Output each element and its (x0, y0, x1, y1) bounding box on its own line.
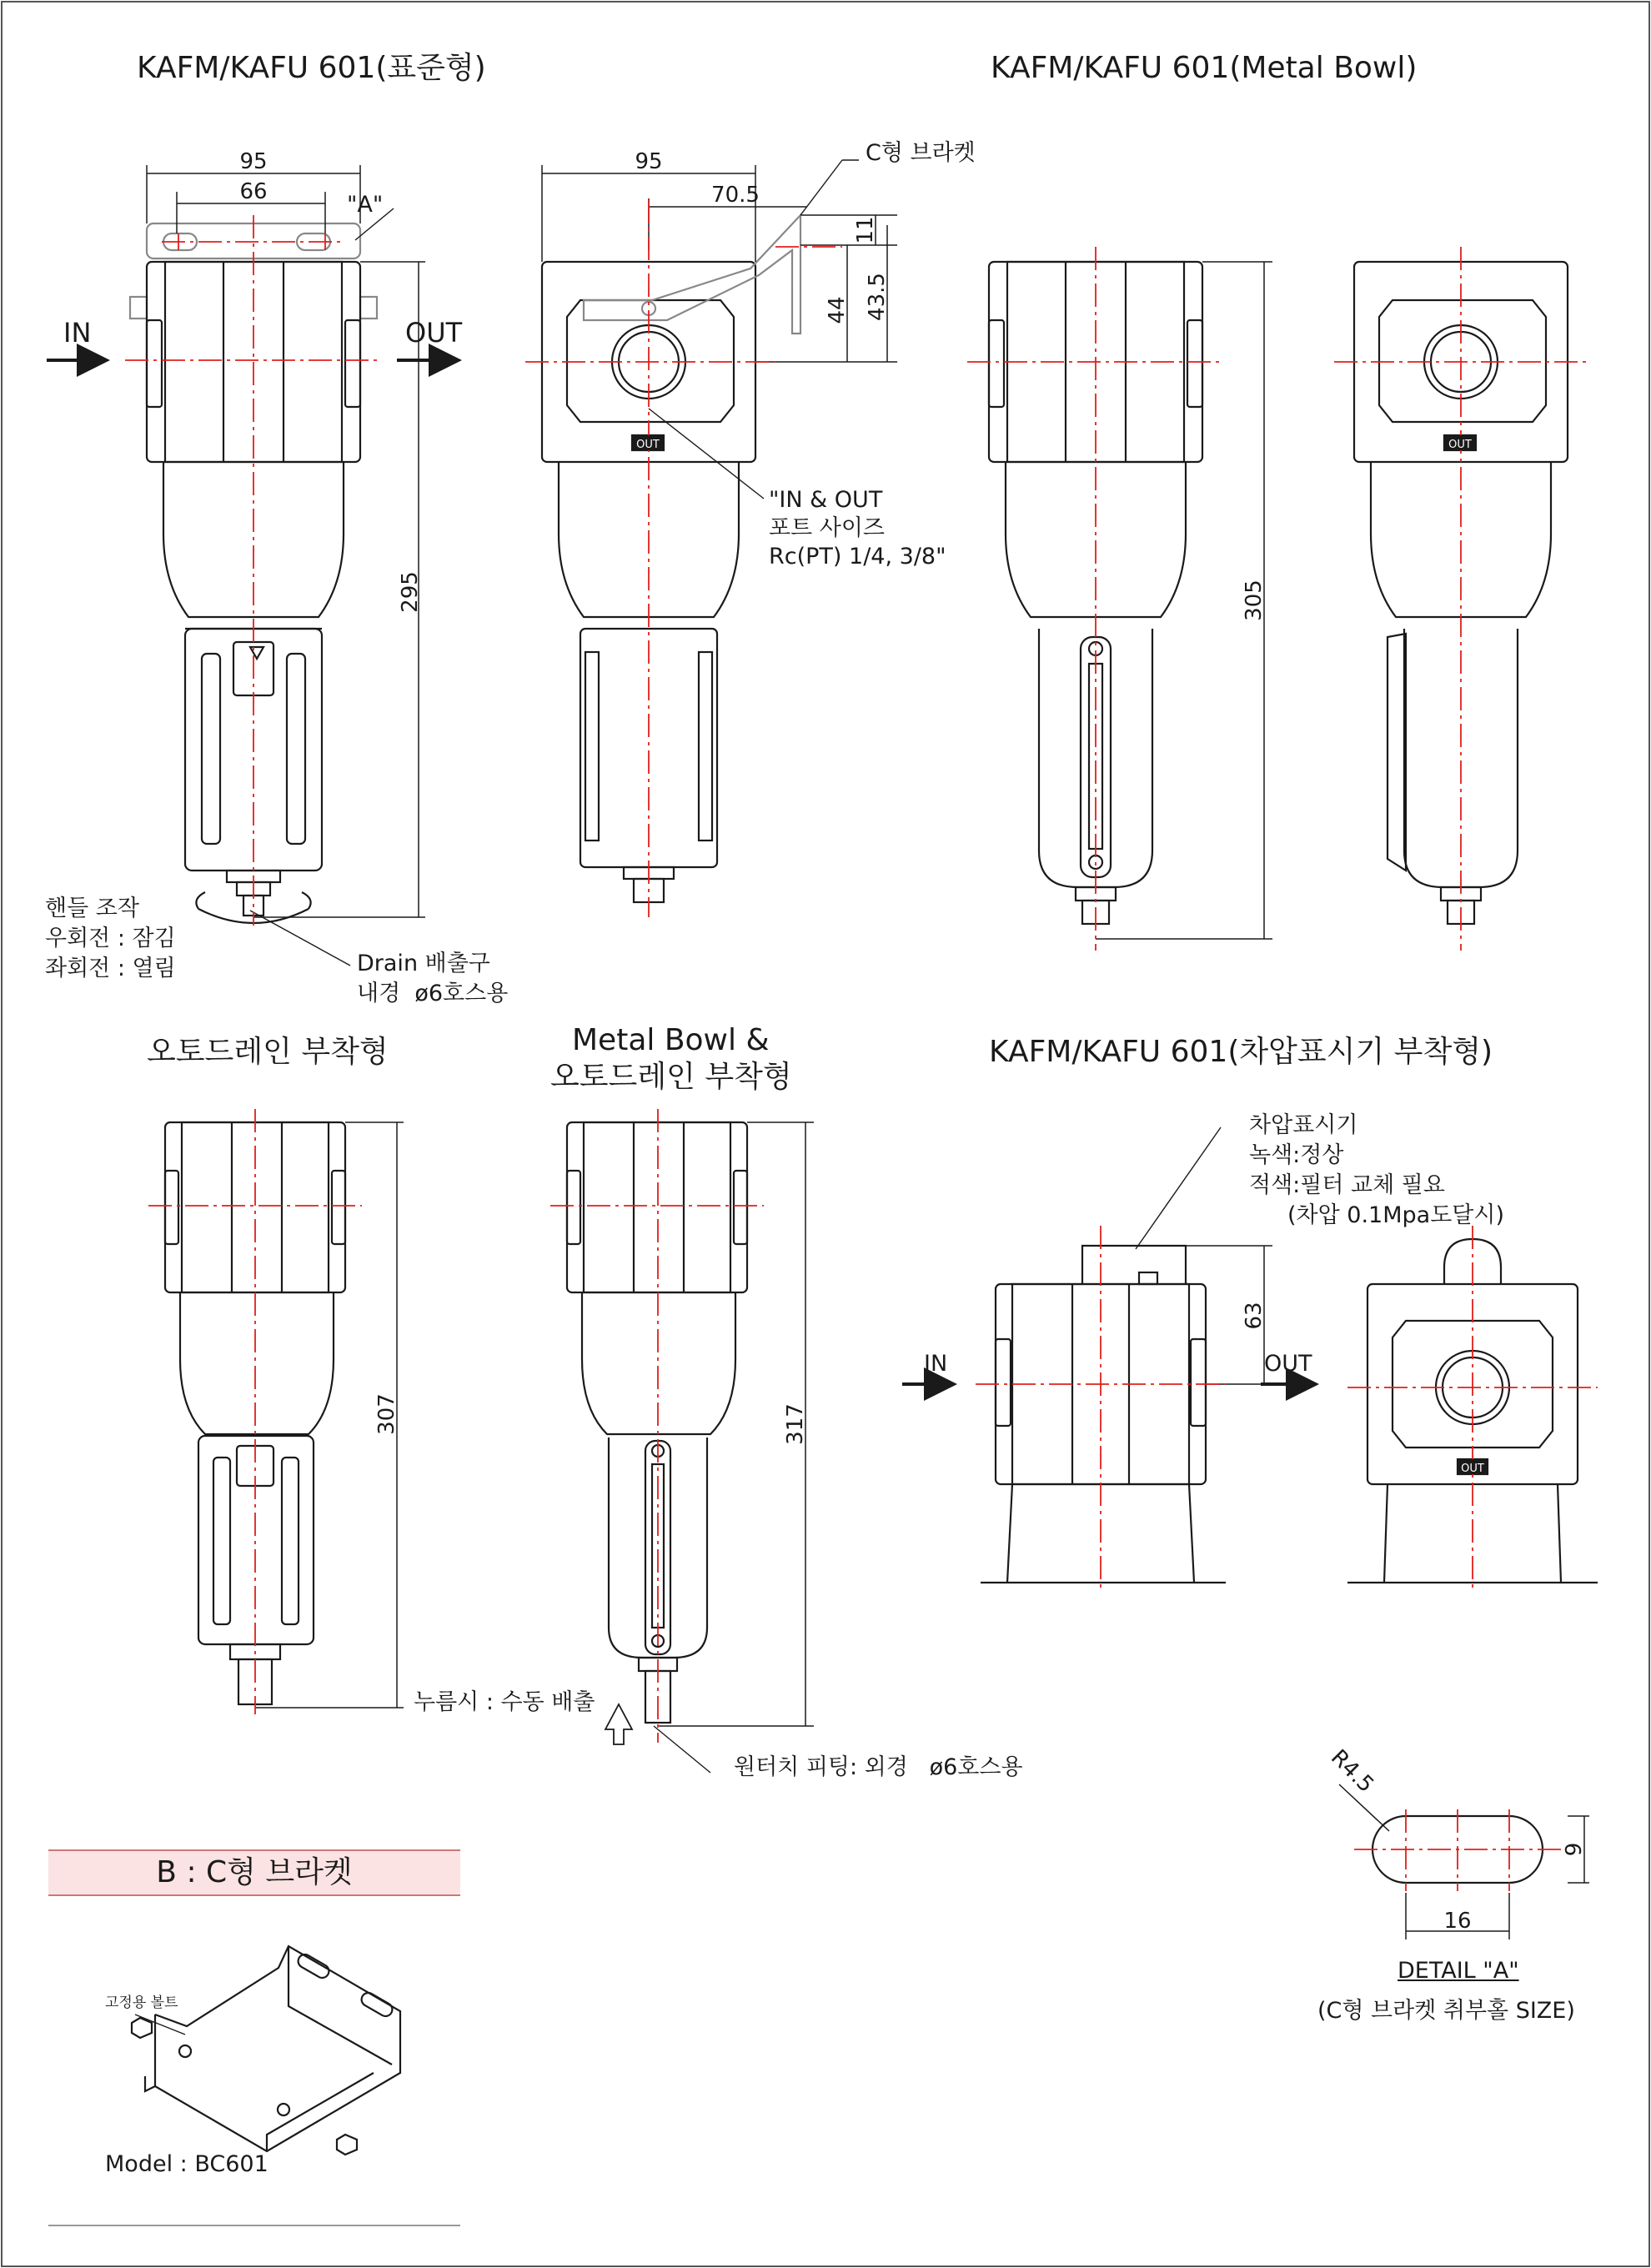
dim-95-a: 95 (239, 149, 268, 174)
indicator-line4: (차압 0.1Mpa도달시) (1287, 1202, 1504, 1228)
dim-307: 307 (374, 1393, 399, 1435)
dim-9: 9 (1562, 1842, 1587, 1857)
metal-bowl-auto-drain-view (567, 1122, 747, 1723)
out-badges (632, 435, 1488, 1475)
push-arrow (605, 1704, 632, 1744)
label-in-2: IN (924, 1351, 948, 1377)
title-metal-bowl-auto-2: 오토드레인 부착형 (550, 1060, 792, 1094)
title-auto-drain: 오토드레인 부착형 (147, 1035, 389, 1069)
fixing-bolt-label: 고정용 볼트 (105, 1995, 178, 2011)
drain-line1: Drain 배출구 (357, 951, 490, 976)
svg-text:OUT: OUT (1448, 439, 1472, 451)
svg-text:OUT: OUT (636, 439, 660, 451)
page-border (2, 2, 1649, 2266)
label-quote-a: "A" (347, 192, 384, 218)
title-metal-bowl: KAFM/KAFU 601(Metal Bowl) (991, 51, 1418, 85)
detail-a-title: DETAIL "A" (1398, 1958, 1519, 1984)
dim-r4-5: R4.5 (1326, 1744, 1379, 1798)
press-label: 누름시 : 수동 배출 (414, 1689, 595, 1715)
svg-text:OUT: OUT (1461, 1463, 1484, 1475)
indicator-line3: 적색:필터 교체 필요 (1249, 1172, 1445, 1198)
handle-line3: 좌회전 : 열림 (45, 956, 176, 981)
dim-70-5: 70.5 (711, 183, 760, 208)
detail-a-subtitle: (C형 브라켓 취부홀 SIZE) (1317, 1998, 1575, 2024)
port-size-line1: "IN & OUT (769, 487, 883, 513)
dim-44: 44 (825, 296, 850, 324)
port-size-line2: 포트 사이즈 (769, 515, 885, 541)
dim-66: 66 (239, 179, 268, 204)
title-standard: KAFM/KAFU 601(표준형) (137, 51, 486, 85)
c-bracket-drawing (132, 1946, 400, 2155)
leader-lines (135, 160, 1221, 2035)
dim-317: 317 (783, 1403, 808, 1445)
standard-side-view (542, 215, 800, 902)
model-label: Model : BC601 (105, 2151, 268, 2177)
port-size-line3: Rc(PT) 1/4, 3/8" (769, 544, 946, 570)
dimension-lines (147, 165, 1272, 1726)
label-out: OUT (405, 317, 463, 349)
dim-11: 11 (853, 216, 878, 244)
title-metal-bowl-auto-1: Metal Bowl & (572, 1023, 770, 1057)
drain-line2: 내경 ø6호스용 (357, 981, 509, 1006)
handle-line1: 핸들 조작 (45, 896, 139, 921)
label-c-bracket: C형 브라켓 (866, 140, 976, 166)
bottom-rule (48, 2225, 460, 2226)
label-out-2: OUT (1264, 1351, 1312, 1377)
diff-indicator-front-view (981, 1246, 1226, 1583)
bracket-section-title: B : C형 브라켓 (48, 1849, 460, 1896)
dim-305: 305 (1242, 580, 1267, 621)
label-in: IN (63, 317, 92, 349)
flow-arrows (47, 360, 1312, 1384)
dim-43-5: 43.5 (865, 273, 890, 321)
handle-line2: 우회전 : 잠김 (45, 926, 176, 951)
dim-295: 295 (398, 571, 423, 613)
indicator-line2: 녹색:정상 (1249, 1142, 1344, 1168)
fitting-label: 원터치 피팅: 외경 ø6호스용 (734, 1754, 1023, 1780)
indicator-line1: 차압표시기 (1249, 1112, 1358, 1138)
dim-16: 16 (1443, 1909, 1472, 1934)
title-diff-indicator: KAFM/KAFU 601(차압표시기 부착형) (989, 1035, 1493, 1069)
dim-63: 63 (1242, 1302, 1267, 1330)
dim-95-b: 95 (635, 149, 663, 174)
